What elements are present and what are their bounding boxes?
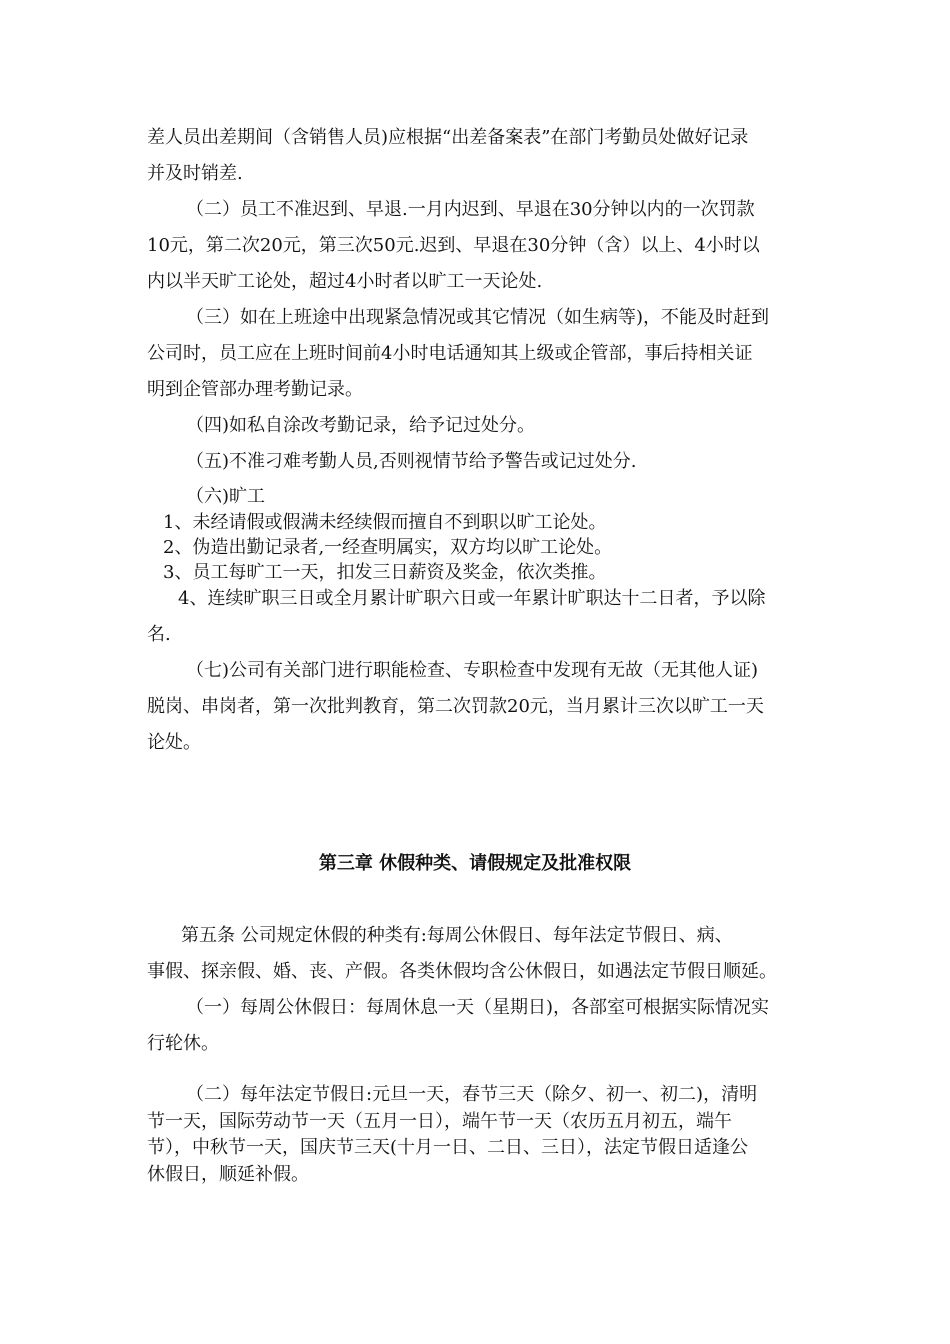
text-line: 论处。 [147,732,201,753]
text-line: （三）如在上班途中出现紧急情况或其它情况（如生病等)，不能及时赶到 [186,307,770,328]
list-item: 2、伪造出勤记录者,一经查明属实，双方均以旷工论处。 [163,537,613,558]
text-line: （五)不准刁难考勤人员,否则视情节给予警告或记过处分. [186,451,637,472]
text-line: （六)旷工 [186,486,266,507]
text-line: （四)如私自涂改考勤记录，给予记过处分。 [186,415,536,436]
text-line: 公司时，员工应在上班时间前4小时电话通知其上级或企管部，事后持相关证 [147,343,753,364]
article-line: 第五条 公司规定休假的种类有:每周公休假日、每年法定节假日、病、 [181,925,733,946]
text-line: 内以半天旷工论处，超过4小时者以旷工一天论处. [147,271,543,292]
text-line: 名. [147,624,171,645]
chapter-heading: 第三章 休假种类、请假规定及批准权限 [318,853,632,874]
text-line: 差人员出差期间（含销售人员)应根据“出差备案表”在部门考勤员处做好记录 [147,127,749,148]
list-item: 3、员工每旷工一天，扣发三日薪资及奖金，依次类推。 [163,562,607,583]
text-line: 并及时销差. [147,163,243,184]
text-line: （一）每周公休假日：每周休息一天（星期日)，各部室可根据实际情况实 [186,997,770,1018]
list-item: 1、未经请假或假满未经续假而擅自不到职以旷工论处。 [163,512,607,533]
text-line: 节），中秋节一天，国庆节三天(十月一日、二日、三日），法定节假日适逢公 [147,1137,749,1158]
text-line: 节一天，国际劳动节一天（五月一日），端午节一天（农历五月初五，端午 [147,1111,732,1132]
text-line: 行轮休。 [147,1033,219,1054]
text-line: 明到企管部办理考勤记录。 [147,379,363,400]
text-line: （七)公司有关部门进行职能检查、专职检查中发现有无故（无其他人证) [186,660,759,681]
text-line: 10元，第二次20元，第三次50元.迟到、早退在30分钟（含）以上、4小时以 [147,235,760,256]
list-item: 4、连续旷职三日或全月累计旷职六日或一年累计旷职达十二日者，予以除 [178,588,766,609]
text-line: （二）每年法定节假日:元旦一天，春节三天（除夕、初一、初二)，清明 [186,1084,758,1105]
text-line: （二）员工不准迟到、早退.一月内迟到、早退在30分钟以内的一次罚款 [186,199,755,220]
text-line: 休假日，顺延补假。 [147,1164,309,1185]
text-line: 脱岗、串岗者，第一次批判教育，第二次罚款20元，当月累计三次以旷工一天 [147,696,764,717]
text-line: 事假、探亲假、婚、丧、产假。各类休假均含公休假日，如遇法定节假日顺延。 [147,961,777,982]
